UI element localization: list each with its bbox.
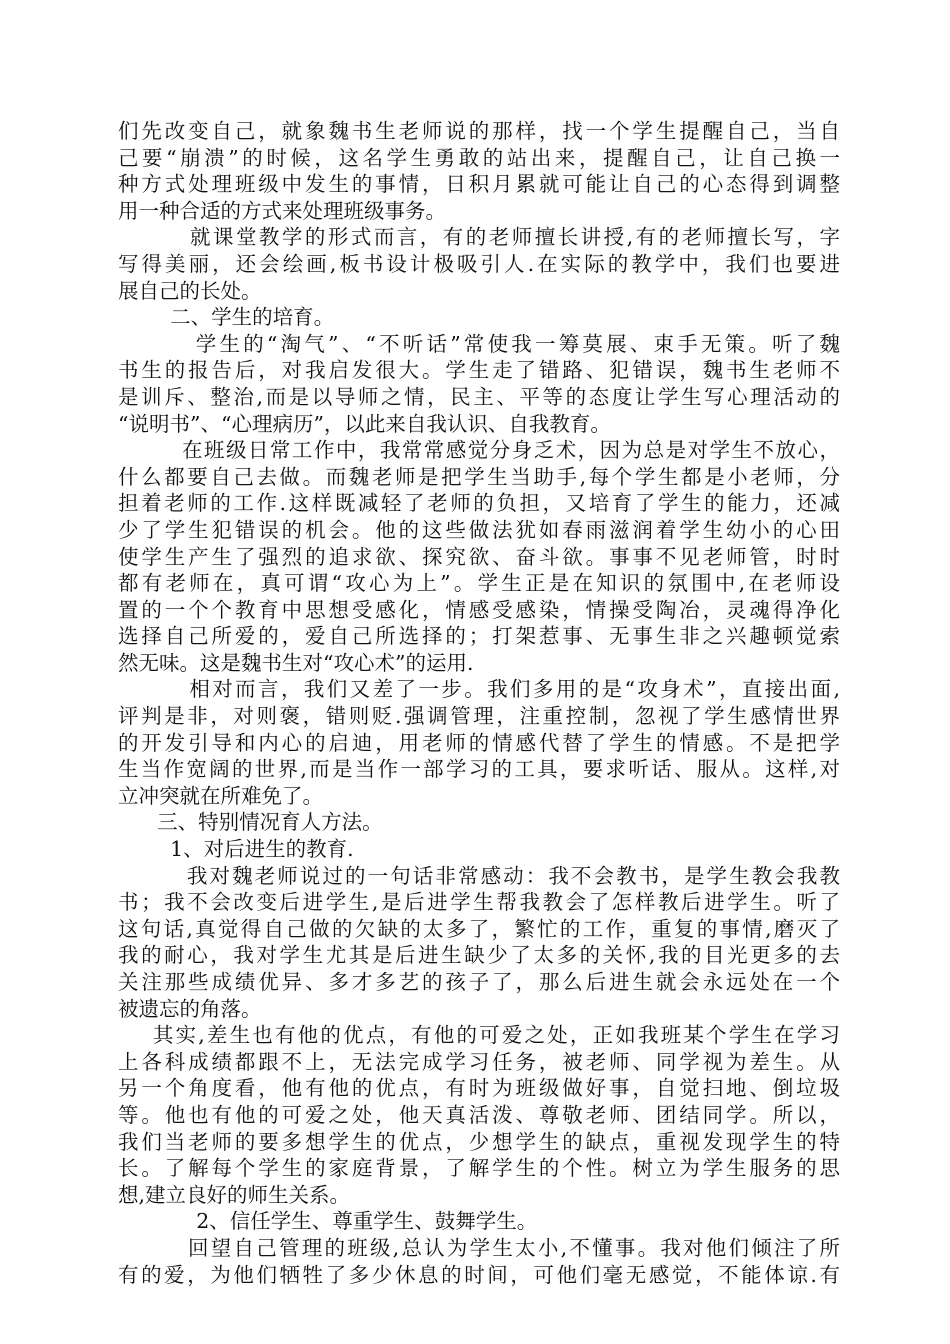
text-line: 评判是非，对则褒，错则贬.强调管理，注重控制，忽视了学生感情世界 [118,704,840,729]
text-line: 置的一个个教育中思想受感化，情感受感染，情操受陶冶，灵魂得净化 [118,597,840,622]
text-line: 其实,差生也有他的优点，有他的可爱之处，正如我班某个学生在学习 [118,1023,840,1048]
text-line: 担着老师的工作.这样既减轻了老师的负担，又培育了学生的能力，还减 [118,491,840,516]
text-line: 关注那些成绩优异、多才多艺的孩子了，那么后进生就会永远处在一个 [118,970,840,994]
text-line: 有的爱，为他们牺牲了多少休息的时间，可他们毫无感觉，不能体谅.有 [118,1262,840,1287]
text-line: 上各科成绩都跟不上，无法完成学习任务，被老师、同学视为差生。从 [118,1049,840,1074]
text-line: 就课堂教学的形式而言，有的老师擅长讲授,有的老师擅长写，字 [118,225,840,250]
text-line: 回望自己管理的班级,总认为学生太小,不懂事。我对他们倾注了所 [118,1235,840,1260]
text-line: 种方式处理班级中发生的事情，日积月累就可能让自己的心态得到调整 [118,172,840,197]
text-line: “说明书”、“心理病历”，以此来自我认识、自我教育。 [118,411,611,436]
text-line: 长。了解每个学生的家庭背景，了解学生的个性。树立为学生服务的思 [118,1156,840,1181]
text-line: 们先改变自己，就象魏书生老师说的那样，找一个学生提醒自己，当自 [118,119,840,143]
text-line: 我们当老师的要多想学生的优点，少想学生的缺点，重视发现学生的特 [118,1129,840,1154]
text-line: 是训斥、整治,而是以导师之情，民主、平等的态度让学生写心理活动的 [118,384,840,409]
text-line: 立冲突就在所难免了。 [118,783,323,808]
text-line: 书；我不会改变后进学生,是后进学生帮我教会了怎样教后进学生。听了 [118,890,840,915]
text-line: 2、信任学生、尊重学生、鼓舞学生。 [118,1209,538,1234]
text-line: 展自己的长处。 [118,278,262,303]
text-line: 什么都要自己去做。而魏老师是把学生当助手,每个学生都是小老师，分 [118,464,840,489]
text-line: 学生的“淘气”、“不听话”常使我一筹莫展、束手无策。听了魏 [118,331,840,356]
text-line: 在班级日常工作中，我常常感觉分身乏术，因为总是对学生不放心， [118,438,840,463]
text-line: 我对魏老师说过的一句话非常感动：我不会教书，是学生教会我教 [118,863,840,888]
text-line: 想,建立良好的师生关系。 [118,1182,351,1207]
text-line: 少了学生犯错误的机会。他的这些做法犹如春雨滋润着学生幼小的心田 [118,517,840,542]
text-line: 1、对后进生的教育. [118,837,354,862]
text-line: 等。他也有他的可爱之处，他天真活泼、尊敬老师、团结同学。所以， [118,1102,840,1127]
text-line: 相对而言，我们又差了一步。我们多用的是“攻身术”，直接出面, [118,677,840,702]
text-line: 这句话,真觉得自己做的欠缺的太多了，繁忙的工作，重复的事情,磨灭了 [118,916,840,941]
text-line: 我的耐心，我对学生尤其是后进生缺少了太多的关怀,我的目光更多的去 [118,943,840,968]
text-line: 写得美丽，还会绘画,板书设计极吸引人.在实际的教学中，我们也要进 [118,251,840,276]
text-line: 的开发引导和内心的启迪，用老师的情感代替了学生的情感。不是把学 [118,730,840,755]
text-line: 二、学生的培育。 [118,305,335,330]
text-line: 使学生产生了强烈的追求欲、探究欲、奋斗欲。事事不见老师管，时时 [118,544,840,569]
document-body [118,118,840,1288]
text-line: 用一种合适的方式来处理班级事务。 [118,198,446,223]
text-line: 都有老师在，真可谓“攻心为上”。学生正是在知识的氛围中,在老师设 [118,571,840,596]
text-line: 生当作宽阔的世界,而是当作一部学习的工具，要求听话、服从。这样,对 [118,757,840,782]
text-line: 选择自己所爱的，爱自己所选择的；打架惹事、无事生非之兴趣顿觉索 [118,624,840,649]
text-line: 然无味。这是魏书生对“攻心术”的运用. [118,650,474,675]
text-line: 另一个角度看，他有他的优点，有时为班级做好事，自觉扫地、倒垃圾 [118,1076,840,1101]
text-line: 书生的报告后，对我启发很大。学生走了错路、犯错误，魏书生老师不 [118,358,840,383]
text-line: 己要“崩溃”的时候，这名学生勇敢的站出来，提醒自己，让自己换一 [118,145,840,170]
text-line: 被遗忘的角落。 [118,996,262,1021]
text-line: 三、特别情况育人方法。 [118,810,383,835]
